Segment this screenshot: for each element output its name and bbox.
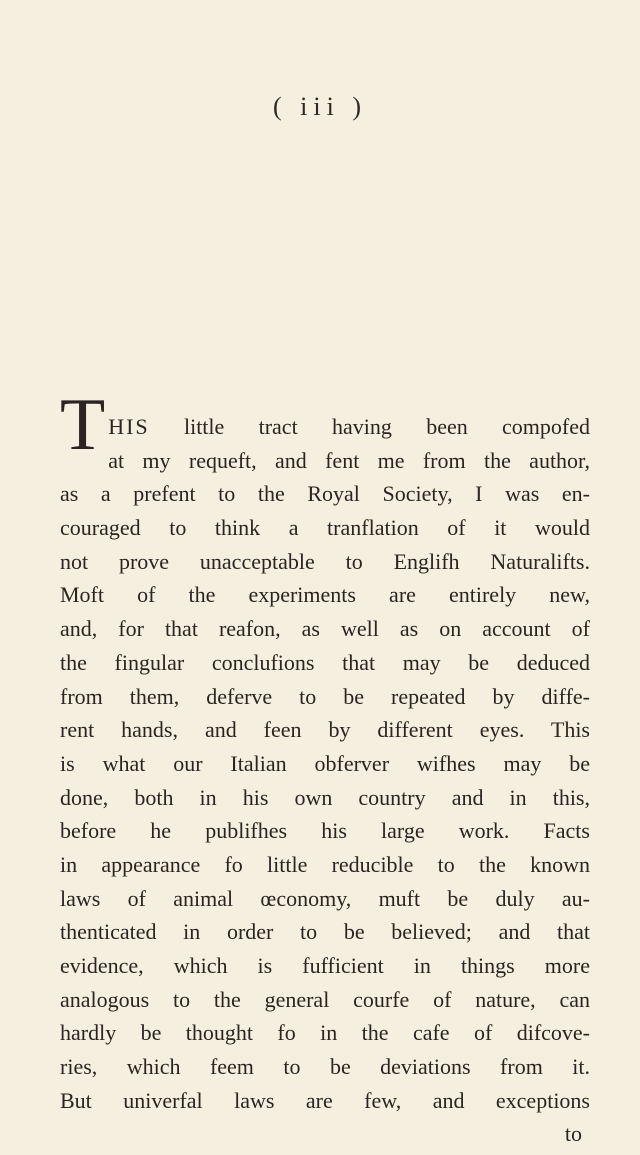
text-line: at my requeft, and fent me from the author, [108,447,590,473]
page-number: ( iii ) [273,92,367,121]
text-line: done, both in his own country and in this, [60,784,590,810]
text-line: and, for that reafon, as well as on account of [60,616,590,642]
text-line: laws of animal œconomy, muft be duly au- [60,885,590,911]
text-line: evidence, which is fufficient in things more [60,953,590,978]
text-line: from them, deferve to be repeated by diffe- [60,683,590,709]
text-line: is what our Italian obferver wifhes may be [60,750,590,776]
text-line: hardly be thought fo in the cafe of difcove- [60,1020,590,1046]
first-word: HIS [108,414,150,439]
text-line: But univerfal laws are few, and exceptions [60,1087,590,1113]
text-line: analogous to the general courfe of nature, can [60,986,590,1012]
text-line: thenticated in order to be believed; and that [60,919,590,945]
text-line: the fingular conclufions that may be deduced [60,649,590,675]
body-paragraph [60,384,590,1151]
text-line: in appearance fo little reducible to the known [60,851,590,877]
text-line: ries, which feem to be deviations from it. [60,1054,590,1080]
text-line: Moft of the experiments are entirely new, [60,582,590,608]
text-line: couraged to think a tranflation of it would [60,515,590,541]
text-line: rent hands, and feen by different eyes. This [60,717,590,743]
text-line: not prove unacceptable to Englifh Naturalifts. [60,548,590,574]
text-line: before he publifhes his large work. Facts [60,818,590,844]
text-line: as a prefent to the Royal Society, I was en- [60,481,590,507]
first-line-text: little tract having been compofed [183,414,590,439]
catchword: to [564,1121,582,1147]
drop-cap: T [60,384,106,466]
